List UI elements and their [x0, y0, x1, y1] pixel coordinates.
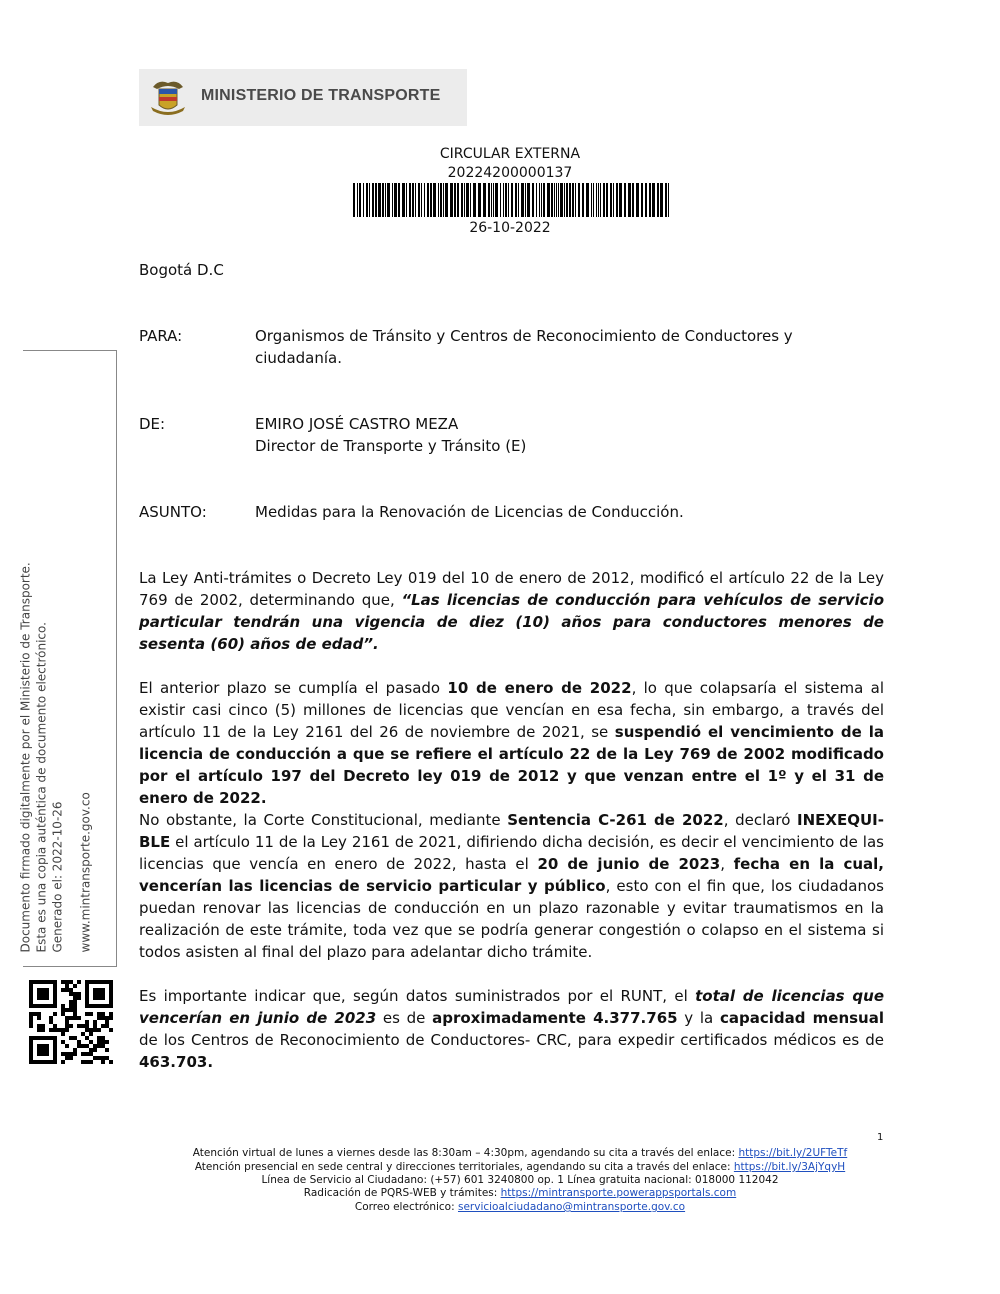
p4-f: capacidad mensual: [719, 1009, 884, 1027]
p4-a: Es importante indicar que, según datos suministrados por el RUNT, el: [139, 987, 696, 1005]
p2-b: 10 de enero de 2022: [447, 679, 632, 697]
p1-text: La Ley Anti-trámites o Decreto Ley 019 del 10 de enero de 2012, modificó el artículo 22 de la Ley 769 de 2002, determinando que,: [139, 569, 884, 609]
signature-line-2: Esta es una copia auténtica de documento electrónico.: [34, 622, 49, 953]
p4-c: es de: [376, 1009, 433, 1027]
footer-line-3: Línea de Servicio al Ciudadano: (+57) 601 3240800 op. 1 Línea gratuita nacional: 018000 112042: [261, 1174, 779, 1186]
signature-url[interactable]: www.mintransporte.gov.co: [78, 792, 93, 953]
body-paragraph-2: [139, 677, 884, 809]
footer-presencial-text: Atención presencial en sede central y direcciones territoriales, agendando su cita a través del enlace:: [194, 1161, 734, 1173]
de-label: DE:: [139, 415, 166, 433]
p4-e: y la: [677, 1009, 720, 1027]
footer-presencial-link[interactable]: https://bit.ly/3AjYqyH: [733, 1161, 846, 1173]
p1-quote: “Las licencias de conducción para vehículos de servicio particular tendrán una vigencia de diez (10) años para conductores menores de sesenta (60) años de edad”.: [139, 591, 884, 653]
circular-type: CIRCULAR EXTERNA: [439, 146, 581, 162]
footer-line-1: [100, 1146, 940, 1160]
colombia-coat-of-arms-icon: [149, 77, 187, 117]
asunto-label: ASUNTO:: [139, 503, 207, 521]
ministry-name: MINISTERIO DE TRANSPORTE: [201, 87, 441, 104]
ministry-logo: [139, 69, 467, 126]
sender-title: Director de Transporte y Tránsito (E): [255, 437, 527, 455]
footer-pqrs-link[interactable]: https://mintransporte.powerappsportals.com: [500, 1187, 737, 1199]
footer-email-text: Correo electrónico:: [354, 1201, 458, 1213]
page-number: 1: [877, 1132, 884, 1143]
p3-b: Sentencia C-261 de 2022: [507, 811, 724, 829]
p3-a: No obstante, la Corte Constitucional, mediante: [139, 811, 508, 829]
signature-line-3: Generado el: 2022-10-26: [50, 801, 65, 953]
p3-h: fecha en la cual, vencerían las licencias de servicio particular y público: [139, 855, 884, 895]
circular-date: 26-10-2022: [469, 220, 551, 236]
footer-email-link[interactable]: servicioalciudadano@mintransporte.gov.co: [457, 1201, 686, 1213]
p2-a: El anterior plazo se cumplía el pasado: [139, 679, 448, 697]
body-paragraph-3: [139, 809, 884, 963]
p3-e: el artículo 11 de la Ley 2161 de 2021, difiriendo dicha decisión, es decir el vencimiento de las licencias que vencía en enero de 2022, hasta el: [139, 833, 884, 873]
footer-pqrs-text: Radicación de PQRS-WEB y trámites:: [303, 1187, 501, 1199]
p2-c: , lo que colapsaría el sistema al existir casi cinco (5) millones de licencias que vencían en esa fecha, sin embargo, a través del artículo 11 de la Ley 2161 del 26 de noviembre de 2021, se: [139, 679, 884, 741]
footer-line-5: [100, 1200, 940, 1214]
body-paragraph-1: [139, 567, 884, 655]
p3-g: ,: [720, 855, 734, 873]
signature-line-1: Documento firmado digitalmente por el Ministerio de Transporte.: [18, 562, 33, 953]
p4-h: 463.703.: [139, 1053, 214, 1071]
de-sender: [255, 413, 526, 457]
p3-d: INEXEQUI-BLE: [139, 811, 884, 851]
p2-d: suspendió el vencimiento de la licencia de conducción a que se refiere el artículo 22 de la Ley 769 de 2002 modificado por el artículo 197 del Decreto ley 019 de 2012 y que venzan entre el 1º y el 31 de enero de 2022.: [139, 723, 884, 807]
body-paragraph-4: [139, 985, 884, 1073]
para-line-2: ciudadanía.: [255, 349, 342, 367]
para-line-1: Organismos de Tránsito y Centros de Reconocimiento de Conductores y: [255, 327, 793, 345]
sender-name: EMIRO JOSÉ CASTRO MEZA: [255, 415, 459, 433]
p3-c: , declaró: [723, 811, 798, 829]
p4-b: total de licencias que vencerían en junio de 2023: [139, 987, 884, 1027]
footer-virtual-link[interactable]: https://bit.ly/2UFTeTf: [738, 1147, 848, 1159]
p3-i: , esto con el fin que, los ciudadanos puedan renovar las licencias de conducción en un plazo razonable y evitar traumatismos en la realización de este trámite, toda vez que se podría generar congestión o colapso en el sistema si todos asisten al final del plazo para adelantar dicho trámite.: [139, 877, 884, 961]
place: Bogotá D.C: [139, 261, 224, 279]
footer-line-4: [100, 1186, 940, 1200]
p3-f: 20 de junio de 2023: [537, 855, 721, 873]
footer-virtual-text: Atención virtual de lunes a viernes desde las 8:30am – 4:30pm, agendando su cita a través del enlace:: [192, 1147, 739, 1159]
qr-code-icon: [29, 980, 113, 1064]
barcode: [353, 183, 669, 217]
p4-g: de los Centros de Reconocimiento de Conductores- CRC, para expedir certificados médicos es de: [139, 1031, 884, 1049]
p4-d: aproximadamente 4.377.765: [432, 1009, 678, 1027]
asunto-text: Medidas para la Renovación de Licencias de Conducción.: [255, 503, 684, 521]
digital-signature-text: [18, 363, 93, 953]
circular-number: 20224200000137: [447, 165, 573, 181]
para-label: PARA:: [139, 327, 183, 345]
footer-line-2: [100, 1160, 940, 1174]
para-recipients: [255, 325, 793, 369]
